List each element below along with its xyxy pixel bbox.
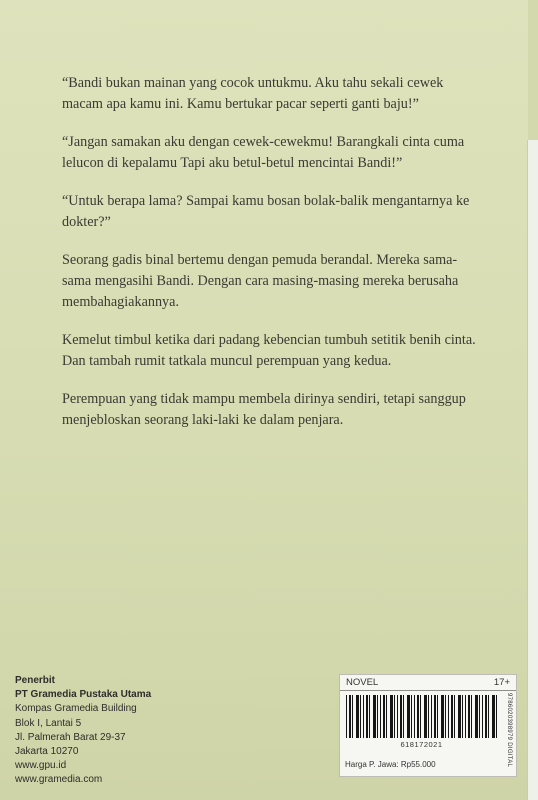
price-label: Harga P. Jawa: Rp55.000 xyxy=(345,760,436,769)
blurb-paragraph-4: Seorang gadis binal bertemu dengan pemuda berandal. Mereka sama-sama mengasihi Bandi. Dengan cara masing-masing mereka berusaha membahagiakannya. xyxy=(62,252,459,310)
isbn-number: 9786020398979 DIGITAL xyxy=(506,693,512,768)
blurb-paragraph-2: “Jangan samakan aku dengan cewek-cewekmu! Barangkali cinta cuma lelucon di kepalamu Tapi aku betul-betul mencintai Bandi!” xyxy=(62,134,465,171)
sticker-header xyxy=(340,675,516,691)
address-line: Blok I, Lantai 5 xyxy=(15,717,82,729)
barcode-number: 618172021 xyxy=(400,740,443,749)
website-link: www.gramedia.com xyxy=(15,774,103,786)
blurb-paragraph-6: Perempuan yang tidak mampu membela dirinya sendiri, tetapi sanggup menjebloskan seorang laki-laki ke dalam penjara. xyxy=(62,391,466,428)
blurb-paragraph-5: Kemelut timbul ketika dari padang kebencian tumbuh setitik benih cinta. Dan tambah rumit tatkala muncul perempuan yang kedua. xyxy=(62,332,476,369)
barcode-image xyxy=(346,695,497,738)
address-line: Jl. Palmerah Barat 29-37 xyxy=(15,731,126,743)
book-edge xyxy=(527,140,538,800)
address-line: Jakarta 10270 xyxy=(15,746,79,758)
publisher-label: Penerbit xyxy=(15,675,56,686)
blurb-paragraph-3: “Untuk berapa lama? Sampai kamu bosan bolak-balik mengantarnya ke dokter?” xyxy=(62,193,470,230)
book-edge-top xyxy=(528,0,538,140)
blurb-paragraph-1: “Bandi bukan mainan yang cocok untukmu. Aku tahu sekali cewek macam apa kamu ini. Kamu bertukar pacar seperti ganti baju!” xyxy=(62,75,444,112)
synopsis-blurb xyxy=(62,73,482,448)
barcode-sticker xyxy=(339,674,517,777)
publisher-name: PT Gramedia Pustaka Utama xyxy=(15,689,152,701)
website-link: www.gpu.id xyxy=(15,760,67,772)
age-rating-badge: 17+ xyxy=(493,677,510,688)
category-label: NOVEL xyxy=(346,677,379,688)
address-line: Kompas Gramedia Building xyxy=(15,703,137,715)
publisher-info xyxy=(15,674,151,788)
